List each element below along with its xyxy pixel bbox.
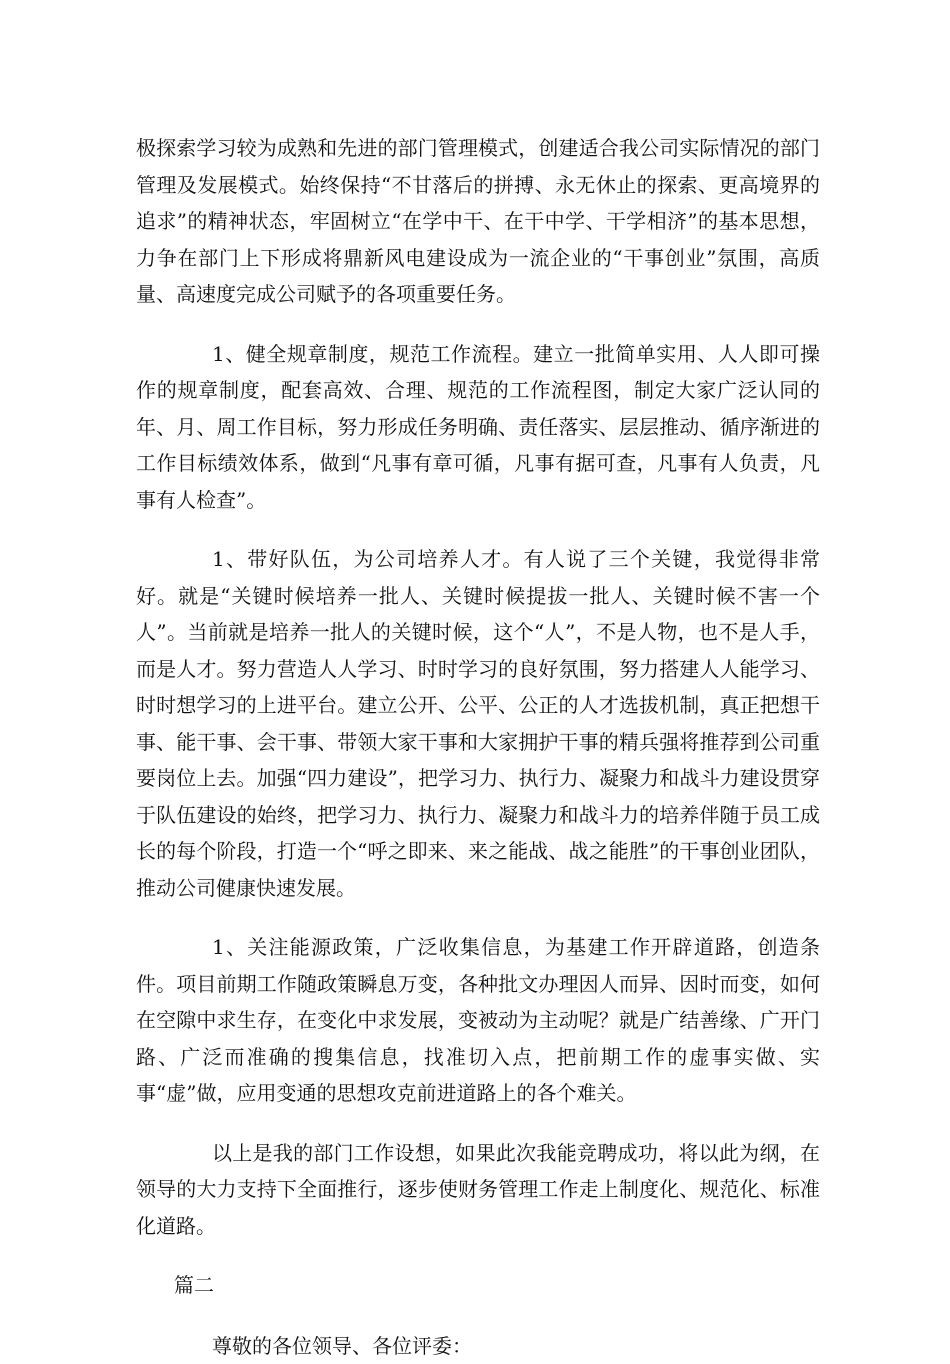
section-heading: 篇二 xyxy=(136,1267,820,1304)
document-body xyxy=(136,130,820,1364)
paragraph-team-building: 1、带好队伍，为公司培养人才。有人说了三个关键，我觉得非常好。就是“关键时候培养一批人、关键时候提拔一批人、关键时候不害一个人”。当前就是培养一批人的关键时候，这个“人”，不是人物，也不是人手，而是人才。努力营造人人学习、时时学习的良好氛围，努力搭建人人能学习、时时想学习的上进平台。建立公开、公平、公正的人才选拔机制，真正把想干事、能干事、会干事、带领大家干事和大家拥护干事的精兵强将推荐到公司重要岗位上去。加强“四力建设”，把学习力、执行力、凝聚力和战斗力建设贯穿于队伍建设的始终，把学习力、执行力、凝聚力和战斗力的培养伴随于员工成长的每个阶段，打造一个“呼之即来、来之能战、战之能胜”的干事创业团队，推动公司健康快速发展。 xyxy=(136,541,820,906)
paragraph-energy-policy: 1、关注能源政策，广泛收集信息，为基建工作开辟道路，创造条件。项目前期工作随政策瞬息万变，各种批文办理因人而异、因时而变，如何在空隙中求生存，在变化中求发展，变被动为主动呢？就是广结善缘、广开门路、广泛而准确的搜集信息，找准切入点，把前期工作的虚事实做、实事“虚”做，应用变通的思想攻克前进道路上的各个难关。 xyxy=(136,929,820,1112)
paragraph-rules-system: 1、健全规章制度，规范工作流程。建立一批简单实用、人人即可操作的规章制度，配套高效、合理、规范的工作流程图，制定大家广泛认同的年、月、周工作目标，努力形成任务明确、责任落实、层层推动、循序渐进的工作目标绩效体系，做到“凡事有章可循，凡事有据可查，凡事有人负责，凡事有人检查”。 xyxy=(136,336,820,519)
paragraph-intro: 极探索学习较为成熟和先进的部门管理模式，创建适合我公司实际情况的部门管理及发展模式。始终保持“不甘落后的拼搏、永无休止的探索、更高境界的追求”的精神状态，牢固树立“在学中干、在干中学、干学相济”的基本思想，力争在部门上下形成将鼎新风电建设成为一流企业的“干事创业”氛围，高质量、高速度完成公司赋予的各项重要任务。 xyxy=(136,130,820,313)
paragraph-conclusion: 以上是我的部门工作设想，如果此次我能竞聘成功，将以此为纲，在领导的大力支持下全面推行，逐步使财务管理工作走上制度化、规范化、标准化道路。 xyxy=(136,1135,820,1245)
salutation: 尊敬的各位领导、各位评委： xyxy=(136,1328,820,1364)
